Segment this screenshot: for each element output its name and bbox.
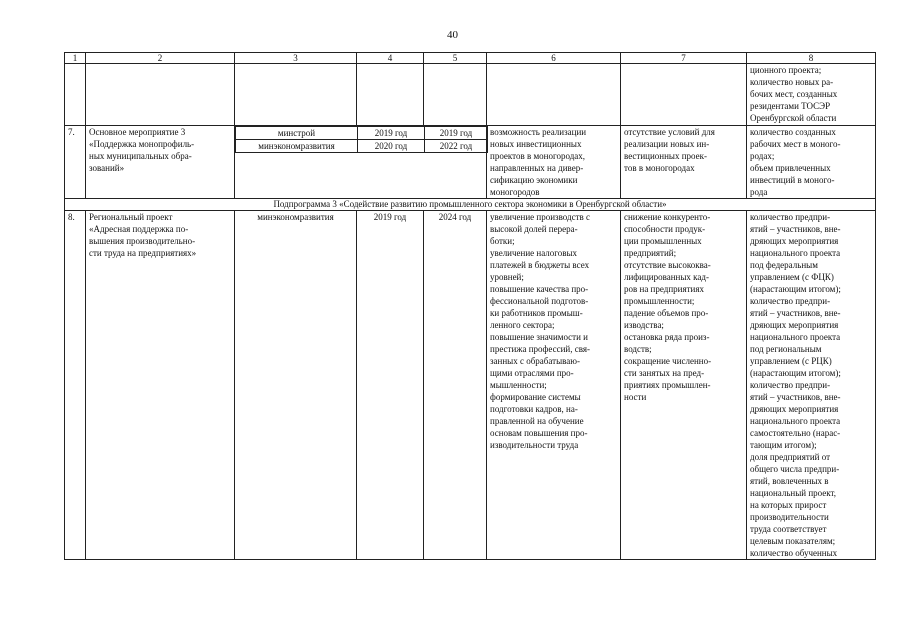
indicators: количество созданных рабочих мест в моного- родах; объем привлеченных инвестиций в моного- рода: [747, 126, 876, 199]
row-number: 7.: [65, 126, 86, 199]
consequences: отсутствие условий для реализации новых ин- вестиционных проек- тов в моногородах: [621, 126, 747, 199]
table-row-8: [65, 211, 876, 560]
measure-name: Основное мероприятие 3 «Поддержка монопрофиль- ных муниципальных обра- зований»: [86, 126, 235, 199]
subprogram-title: Подпрограмма 3 «Содействие развитию промышленного сектора экономики в Оренбургской области»: [65, 199, 876, 211]
continued-indicators: ционного проекта; количество новых ра- бочих мест, созданных резидентами ТОСЭР Оренбургской области: [747, 64, 876, 126]
page-number: 40: [447, 29, 458, 41]
continuation-row: [65, 64, 876, 126]
start-year: 2019 год: [358, 127, 425, 140]
subprogram-row: [65, 199, 876, 211]
start-year: 2019 год: [357, 211, 424, 560]
measures-table: [64, 52, 876, 560]
measure-name: Региональный проект «Адресная поддержка по- вышения производительно- сти труда на предприятиях»: [86, 211, 235, 560]
executor-org: минстрой: [236, 127, 358, 140]
end-year: 2019 год: [425, 127, 488, 140]
expected-result: увеличение производств с высокой долей перера- ботки; увеличение налоговых платежей в бюджеты всех уровней; повышение качества про- фессиональной подготов- ки работников промыш- ленного сектора; повышение значимости и престижа профессий, свя- занных с обрабатываю- щими отраслями про- мышленности; формирование системы подготовки кадров, на- правленной на обучение основам повышения про- изводительности труда: [487, 211, 621, 560]
col-header-4: 4: [357, 53, 424, 64]
executors-subtable: [235, 126, 488, 153]
executor-org: минэкономразвития: [235, 211, 357, 560]
col-header-2: 2: [86, 53, 235, 64]
table-row-7: [65, 126, 876, 199]
end-year: 2022 год: [425, 140, 488, 153]
end-year: 2024 год: [424, 211, 487, 560]
col-header-7: 7: [621, 53, 747, 64]
column-number-header: [65, 53, 876, 64]
row-number: 8.: [65, 211, 86, 560]
executors-cell: [235, 126, 487, 199]
col-header-1: 1: [65, 53, 86, 64]
col-header-6: 6: [487, 53, 621, 64]
executor-org: минэкономразвития: [236, 140, 358, 153]
start-year: 2020 год: [358, 140, 425, 153]
expected-result: возможность реализации новых инвестиционных проектов в моногородах, направленных на дивер- сификацию экономики моногородов: [487, 126, 621, 199]
indicators: количество предпри- ятий – участников, вне- дряющих мероприятия национального проекта под федеральным управлением (с ФЦК) (нарастающим итогом); количество предпри- ятий – участников, вне- дряющих мероприятия национального проекта под региональным управлением (с РЦК) (нарастающим итогом); количество предпри- ятий – участников, вне- дряющих мероприятия национального проекта самостоятельно (нарас- тающим итогом); доля предприятий от общего числа предпри- ятий, вовлеченных в национальный проект, на которых прирост производительности труда соответствует целевым показателям; количество обученных: [747, 211, 876, 560]
col-header-5: 5: [424, 53, 487, 64]
col-header-8: 8: [747, 53, 876, 64]
consequences: снижение конкуренто- способности продук- ции промышленных предприятий; отсутствие высококва- лифицированных кад- ров на предприятиях промышленности; падение объемов про- изводства; остановка ряда произ- водств; сокращение численно- сти занятых на пред- приятиях промышлен- ности: [621, 211, 747, 560]
col-header-3: 3: [235, 53, 357, 64]
